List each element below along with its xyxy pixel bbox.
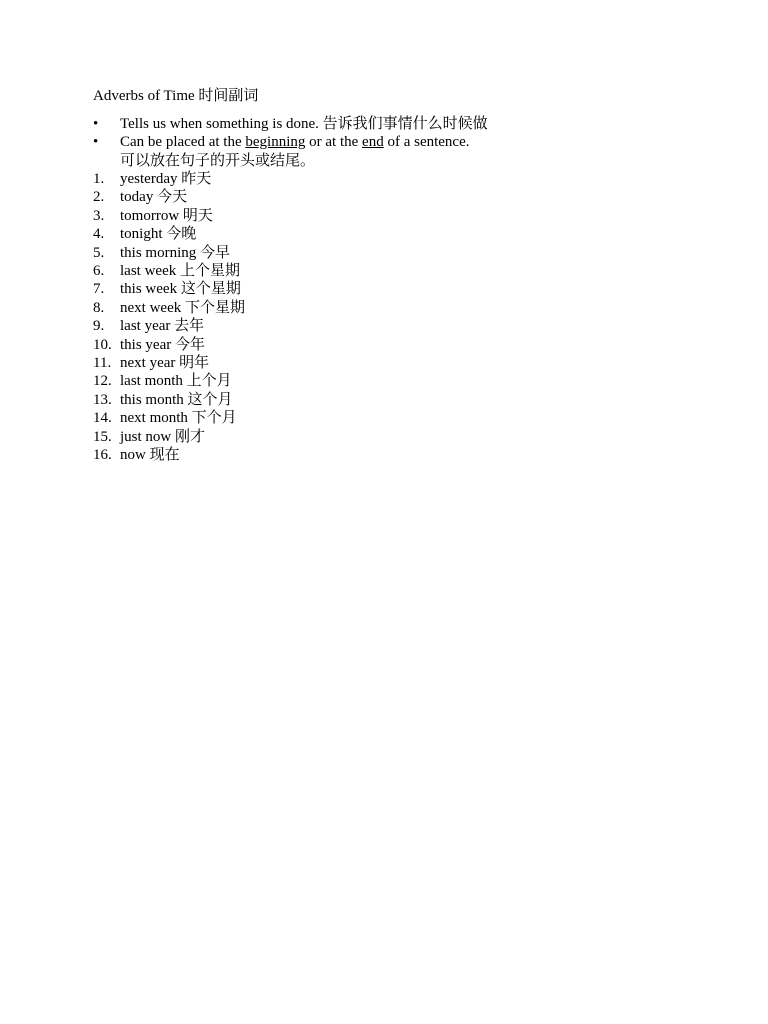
numbered-list: [93, 170, 245, 465]
list-item: [93, 225, 245, 243]
list-item-text: last year 去年: [120, 318, 205, 335]
bullet-item: [93, 133, 488, 151]
list-item: [93, 409, 245, 427]
bullet-text: Tells us when something is done. 告诉我们事情什么时候做: [120, 116, 488, 132]
underlined-word-beginning: beginning: [245, 134, 306, 151]
list-item: [93, 280, 245, 298]
list-item: [93, 207, 245, 225]
bullet-icon: •: [93, 116, 99, 132]
list-number: 5.: [93, 244, 105, 261]
list-item: [93, 244, 245, 262]
bullet-text-middle: or at the: [305, 134, 363, 151]
bullet-item: [93, 115, 488, 133]
list-item-text: today 今天: [120, 189, 188, 206]
list-item-text: yesterday 昨天: [120, 171, 212, 187]
list-item: [93, 428, 245, 446]
list-number: 6.: [93, 263, 105, 280]
list-number: 8.: [93, 299, 105, 316]
bullet-text-after: of a sentence.: [383, 134, 470, 151]
list-number: 4.: [93, 226, 105, 243]
bullet-icon: •: [93, 134, 99, 151]
bullet-text-before: Can be placed at the: [120, 134, 246, 151]
list-item-text: this week 这个星期: [120, 281, 241, 298]
list-number: 3.: [93, 207, 105, 224]
list-number: 9.: [93, 318, 105, 335]
list-number: 14.: [93, 410, 112, 427]
list-item: [93, 188, 245, 206]
bullet-continuation-text: 可以放在句子的开头或结尾。: [120, 152, 316, 169]
list-item-text: this month 这个月: [120, 391, 233, 408]
list-item: [93, 317, 245, 335]
list-number: 1.: [93, 171, 105, 187]
list-item-text: this year 今年: [120, 336, 205, 353]
list-number: 13.: [93, 391, 112, 408]
list-number: 10.: [93, 336, 112, 353]
bullet-list: [93, 115, 488, 170]
list-number: 11.: [93, 355, 112, 372]
list-number: 15.: [93, 428, 112, 445]
list-item: [93, 372, 245, 390]
list-item-text: now 现在: [120, 447, 180, 464]
list-number: 12.: [93, 373, 112, 390]
list-item-text: this morning 今早: [120, 244, 231, 261]
list-item-text: last month 上个月: [120, 373, 232, 390]
list-item-text: last week 上个星期: [120, 263, 240, 280]
bullet-continuation: [93, 152, 488, 170]
list-item: [93, 336, 245, 354]
list-item-text: tomorrow 明天: [120, 207, 213, 224]
list-item: [93, 354, 245, 372]
list-item: [93, 299, 245, 317]
list-item-text: next week 下个星期: [120, 299, 245, 316]
list-number: 2.: [93, 189, 105, 206]
document-title: Adverbs of Time 时间副词: [93, 88, 259, 104]
list-item-text: next year 明年: [120, 355, 210, 372]
list-item: [93, 262, 245, 280]
list-item-text: next month 下个月: [120, 410, 237, 427]
list-item-text: just now 刚才: [120, 428, 206, 445]
underlined-word-end: end: [362, 134, 384, 151]
list-item: [93, 170, 245, 188]
list-item: [93, 446, 245, 464]
list-item-text: tonight 今晚: [120, 226, 197, 243]
list-item: [93, 391, 245, 409]
list-number: 7.: [93, 281, 105, 298]
list-number: 16.: [93, 447, 112, 464]
